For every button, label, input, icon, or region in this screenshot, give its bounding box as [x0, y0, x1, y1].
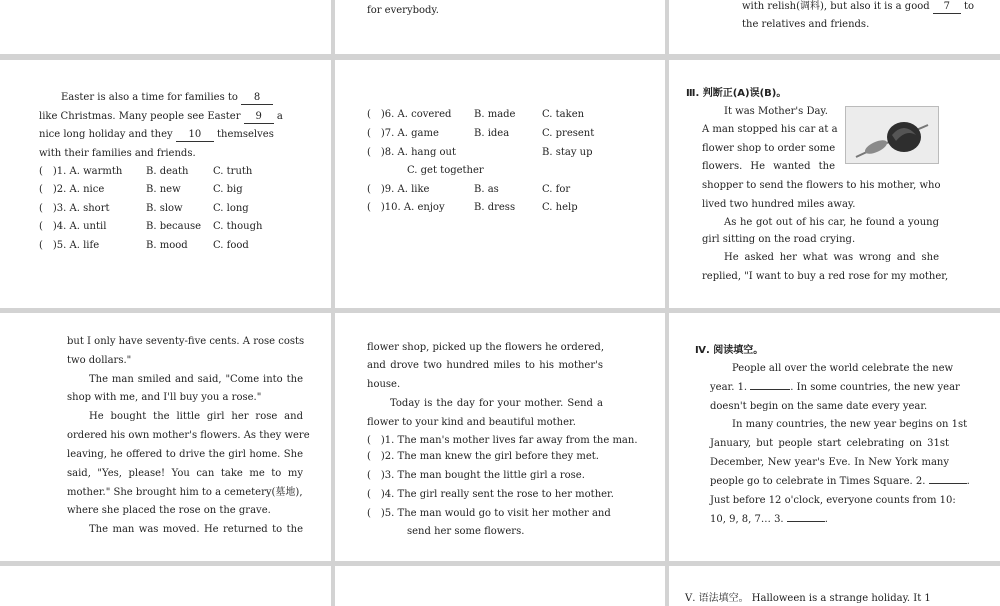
text-line: shop with me, and I'll buy you a rose.": [67, 392, 262, 403]
slide-panel-1: [0, 0, 331, 54]
text-line: flower shop to order some: [702, 143, 836, 154]
slide-panel-8: [335, 313, 665, 561]
text-line: January, but people start celebrating on 31st: [710, 438, 949, 449]
question-option-a: ( )4. A. until: [39, 221, 107, 232]
text-line: people go to celebrate in Times Square. 2. .: [710, 476, 970, 487]
question-option-a: ( )5. A. life: [39, 240, 100, 251]
question-option-c: C. help: [542, 202, 578, 213]
text-line: Ⅴ. 语法填空。 Halloween is a strange holiday. It 1: [685, 593, 931, 604]
blank-1: [750, 389, 790, 390]
text-line: house.: [367, 379, 401, 390]
slide-panel-6: [669, 60, 1000, 308]
text-line: where she placed the rose on the grave.: [67, 505, 271, 516]
text-line: the relatives and friends.: [742, 19, 870, 30]
question-option-c: C. though: [213, 221, 263, 232]
text-line: replied, "I want to buy a red rose for my mother,: [702, 271, 949, 282]
question-option-c: C. long: [213, 203, 249, 214]
slide-panel-9: [669, 313, 1000, 561]
text-line: A man stopped his car at a: [702, 124, 838, 135]
text-segment: themselves: [217, 129, 274, 140]
text-line: for everybody.: [367, 5, 439, 16]
text-line: As he got out of his car, he found a young: [724, 217, 939, 228]
question-item: ( )4. The girl really sent the rose to her mother.: [367, 489, 614, 500]
question-option-c: C. get together: [407, 165, 484, 176]
text-line: Today is the day for your mother. Send a: [390, 398, 603, 409]
text-segment: 10, 9, 8, 7… 3.: [710, 514, 784, 525]
text-line: [61, 92, 273, 105]
slide-panel-4: [0, 60, 331, 308]
text-line: The man was moved. He returned to the: [89, 524, 303, 535]
slide-panel-10: [0, 566, 331, 606]
text-line: ordered his own mother's flowers. As they were: [67, 430, 310, 441]
question-option-b: B. dress: [474, 202, 516, 213]
slide-panel-12: [669, 566, 1000, 606]
text-line: Just before 12 o'clock, everyone counts from 10:: [710, 495, 956, 506]
blank-9: 9: [244, 111, 274, 124]
text-line: [39, 129, 274, 142]
text-line: shopper to send the flowers to his mother, who: [702, 180, 941, 191]
text-line: leaving, he offered to drive the girl home. She: [67, 449, 303, 460]
question-item: ( )3. The man bought the little girl a rose.: [367, 470, 585, 481]
question-option-b: B. stay up: [542, 147, 593, 158]
rose-image: [845, 106, 939, 164]
text-line: but I only have seventy-five cents. A rose costs: [67, 336, 305, 347]
question-option-b: B. idea: [474, 128, 510, 139]
text-segment: nice long holiday and they: [39, 129, 173, 140]
question-option-b: B. new: [146, 184, 181, 195]
text-segment: year. 1.: [710, 382, 748, 393]
text-segment: like Christmas. Many people see Easter: [39, 111, 241, 122]
question-option-c: C. food: [213, 240, 249, 251]
text-line: He asked her what was wrong and she: [724, 252, 939, 263]
question-option-a: ( )7. A. game: [367, 128, 439, 139]
text-line: with their families and friends.: [39, 148, 196, 159]
question-option-c: C. for: [542, 184, 571, 195]
question-option-c: C. taken: [542, 109, 585, 120]
text-segment: Easter is also a time for families to: [61, 92, 238, 103]
text-line: girl sitting on the road crying.: [702, 234, 856, 245]
slide-panel-5: [335, 60, 665, 308]
text-segment: to: [964, 1, 975, 12]
question-option-a: ( )9. A. like: [367, 184, 430, 195]
text-segment: with relish(调料), but also it is a good: [742, 1, 930, 12]
section-heading: Ⅳ. 阅读填空。: [695, 345, 764, 356]
text-line: In many countries, the new year begins on 1st: [732, 419, 968, 430]
question-option-b: B. mood: [146, 240, 188, 251]
text-line: lived two hundred miles away.: [702, 199, 856, 210]
question-option-a: ( )6. A. covered: [367, 109, 452, 120]
question-option-c: C. present: [542, 128, 595, 139]
question-option-b: B. because: [146, 221, 202, 232]
question-item-continued: send her some flowers.: [407, 526, 525, 537]
question-option-a: ( )3. A. short: [39, 203, 110, 214]
text-line: The man smiled and said, "Come into the: [89, 374, 303, 385]
text-line: [710, 382, 960, 394]
text-line: December, New year's Eve. In New York many: [710, 457, 949, 468]
slide-panel-7: [0, 313, 331, 561]
text-line: flowers. He wanted the: [702, 161, 835, 172]
question-option-b: B. made: [474, 109, 516, 120]
question-option-a: ( )2. A. nice: [39, 184, 105, 195]
blank-2: [929, 483, 967, 484]
question-option-c: C. big: [213, 184, 243, 195]
text-line: He bought the little girl her rose and: [89, 411, 303, 422]
question-option-b: B. slow: [146, 203, 183, 214]
blank-7: 7: [933, 1, 961, 14]
text-line: mother." She brought him to a cemetery(墓地),: [67, 487, 303, 498]
question-option-a: ( )1. A. warmth: [39, 166, 123, 177]
question-option-c: C. truth: [213, 166, 253, 177]
rose-icon: [846, 107, 938, 163]
text-line: It was Mother's Day.: [724, 106, 828, 117]
text-line: flower to your kind and beautiful mother.: [367, 417, 576, 428]
text-line: said, "Yes, please! You can take me to my: [67, 468, 303, 479]
text-segment: . In some countries, the new year: [790, 382, 960, 393]
question-item: ( )1. The man's mother lives far away from the man.: [367, 435, 638, 446]
blank-8: 8: [241, 92, 273, 105]
slide-panel-2: [335, 0, 665, 54]
blank-10: 10: [176, 129, 214, 142]
text-line: flower shop, picked up the flowers he ordered,: [367, 342, 605, 353]
text-line: and drove two hundred miles to his mother's: [367, 360, 603, 371]
text-line: 10, 9, 8, 7… 3. .: [710, 514, 828, 525]
question-item: ( )5. The man would go to visit her mother and: [367, 508, 611, 519]
text-line: two dollars.": [67, 355, 132, 366]
text-line: doesn't begin on the same date every year.: [710, 401, 928, 412]
text-segment: a: [276, 111, 283, 122]
question-option-a: ( )10. A. enjoy: [367, 202, 445, 213]
question-option-b: B. as: [474, 184, 499, 195]
text-line: [39, 111, 283, 124]
question-item: ( )2. The man knew the girl before they met.: [367, 451, 599, 462]
blank-3: [787, 521, 825, 522]
question-option-b: B. death: [146, 166, 189, 177]
text-line: [742, 1, 974, 14]
slide-panel-11: [335, 566, 665, 606]
question-option-a: ( )8. A. hang out: [367, 147, 457, 158]
text-segment: people go to celebrate in Times Square. 2.: [710, 476, 926, 487]
slide-panel-3: [669, 0, 1000, 54]
section-heading: Ⅲ. 判断正(A)误(B)。: [686, 88, 787, 99]
text-line: People all over the world celebrate the new: [732, 363, 954, 374]
